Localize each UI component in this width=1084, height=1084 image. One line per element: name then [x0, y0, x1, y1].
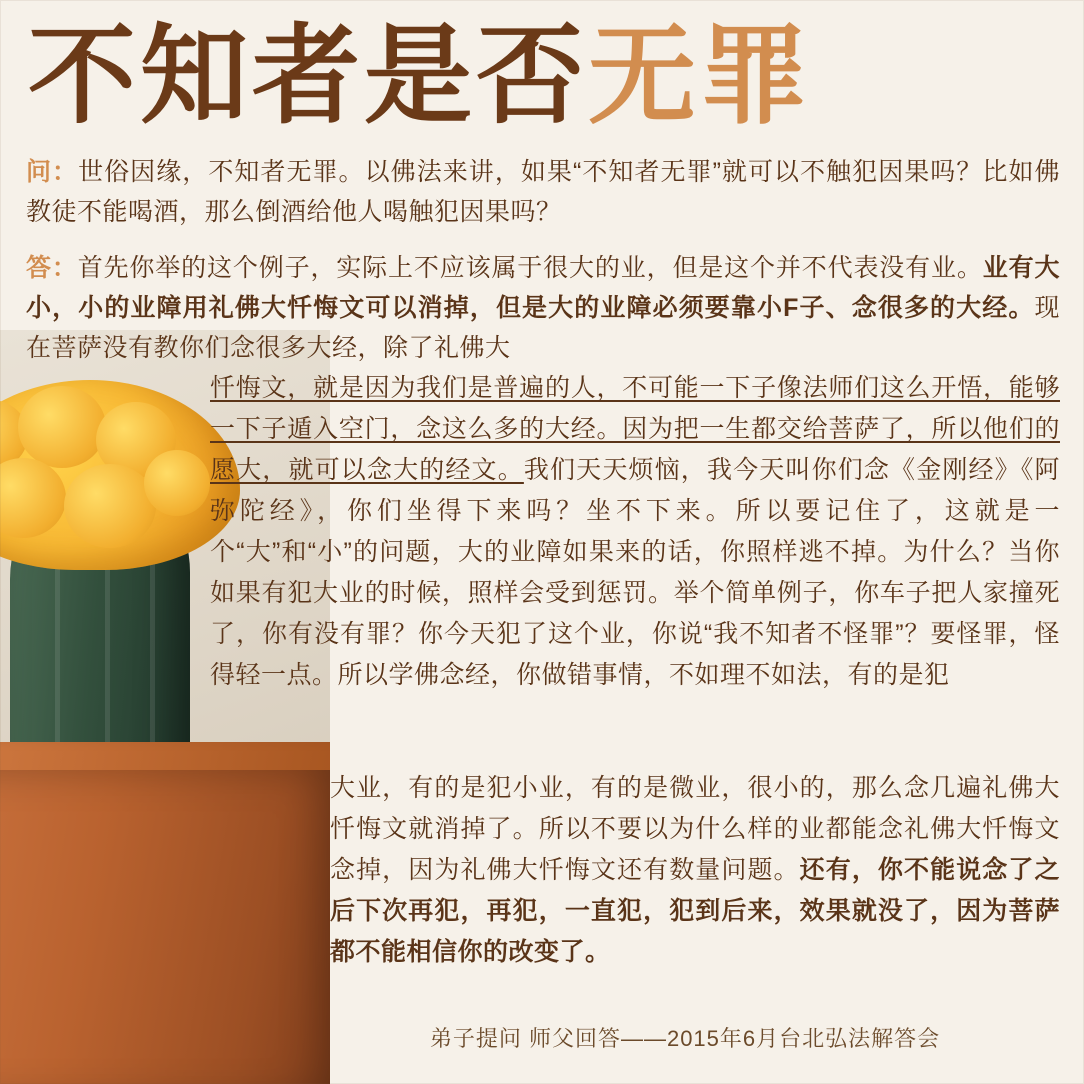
- answer-paragraph-final: [330, 768, 1060, 973]
- flower-pot: [0, 770, 330, 1084]
- bloom-lump: [144, 450, 210, 516]
- bloom-lump: [0, 458, 66, 538]
- answer-label: 答：: [26, 254, 78, 282]
- question-block: [26, 152, 1060, 232]
- bloom-lump: [18, 386, 106, 468]
- page-title-accent: 无罪: [588, 15, 813, 136]
- answer-underlined-text: 忏悔文，就是因为我们是普遍的人，不可能一下子像法师们这么开悟，能够一下子遁入空门，念这么多的大经。因为把一生都交给菩萨了，所以他们的愿大，就可以念大的经文。: [210, 374, 1060, 484]
- answer-text-3: 现在菩萨没有教你们念很多大经，除了礼佛大: [26, 294, 1060, 362]
- bloom-lump: [64, 464, 156, 548]
- page-title: [28, 14, 1068, 138]
- answer-final-normal: 大业，有的是犯小业，有的是微业，很小的，那么念几遍礼佛大忏悔文就消掉了。所以不要以为什么样的业都能念礼佛大忏悔文念掉，因为礼佛大忏悔文还有数量问题。: [330, 774, 1060, 884]
- question-label: 问：: [26, 158, 79, 186]
- footer-attribution: 弟子提问 师父回答——2015年6月台北弘法解答会: [429, 1026, 941, 1051]
- answer-final-emphasis: 还有，你不能说念了之后下次再犯，再犯，一直犯，犯到后来，效果就没了，因为菩萨都不能相信你的改变了。: [330, 856, 1060, 966]
- answer-block: [26, 248, 1060, 368]
- page-title-main: 不知者是否: [28, 15, 589, 136]
- answer-text-2-emphasis: 业有大小，小的业障用礼佛大忏悔文可以消掉，但是大的业障必须要靠小F子、念很多的大经。: [26, 254, 1060, 322]
- answer-paragraph-middle: [210, 368, 1060, 696]
- answer-paragraph-rest: 我们天天烦恼，我今天叫你们念《金刚经》《阿弥陀经》，你们坐得下来吗？坐不下来。所以要记住了，这就是一个“大”和“小”的问题，大的业障如果来的话，你照样逃不掉。为什么？当你如果有犯大业的时候，照样会受到惩罚。举个简单例子，你车子把人家撞死了，你有没有罪？你今天犯了这个业，你说“我不知者不怪罪”？要怪罪，怪得轻一点。所以学佛念经，你做错事情，不如理不如法，有的是犯: [210, 456, 1060, 689]
- answer-text-1: 首先你举的这个例子，实际上不应该属于很大的业，但是这个并不代表没有业。: [77, 254, 983, 282]
- question-text: 世俗因缘，不知者无罪。以佛法来讲，如果“不知者无罪”就可以不触犯因果吗？比如佛教徒不能喝酒，那么倒酒给他人喝触犯因果吗？: [26, 158, 1060, 226]
